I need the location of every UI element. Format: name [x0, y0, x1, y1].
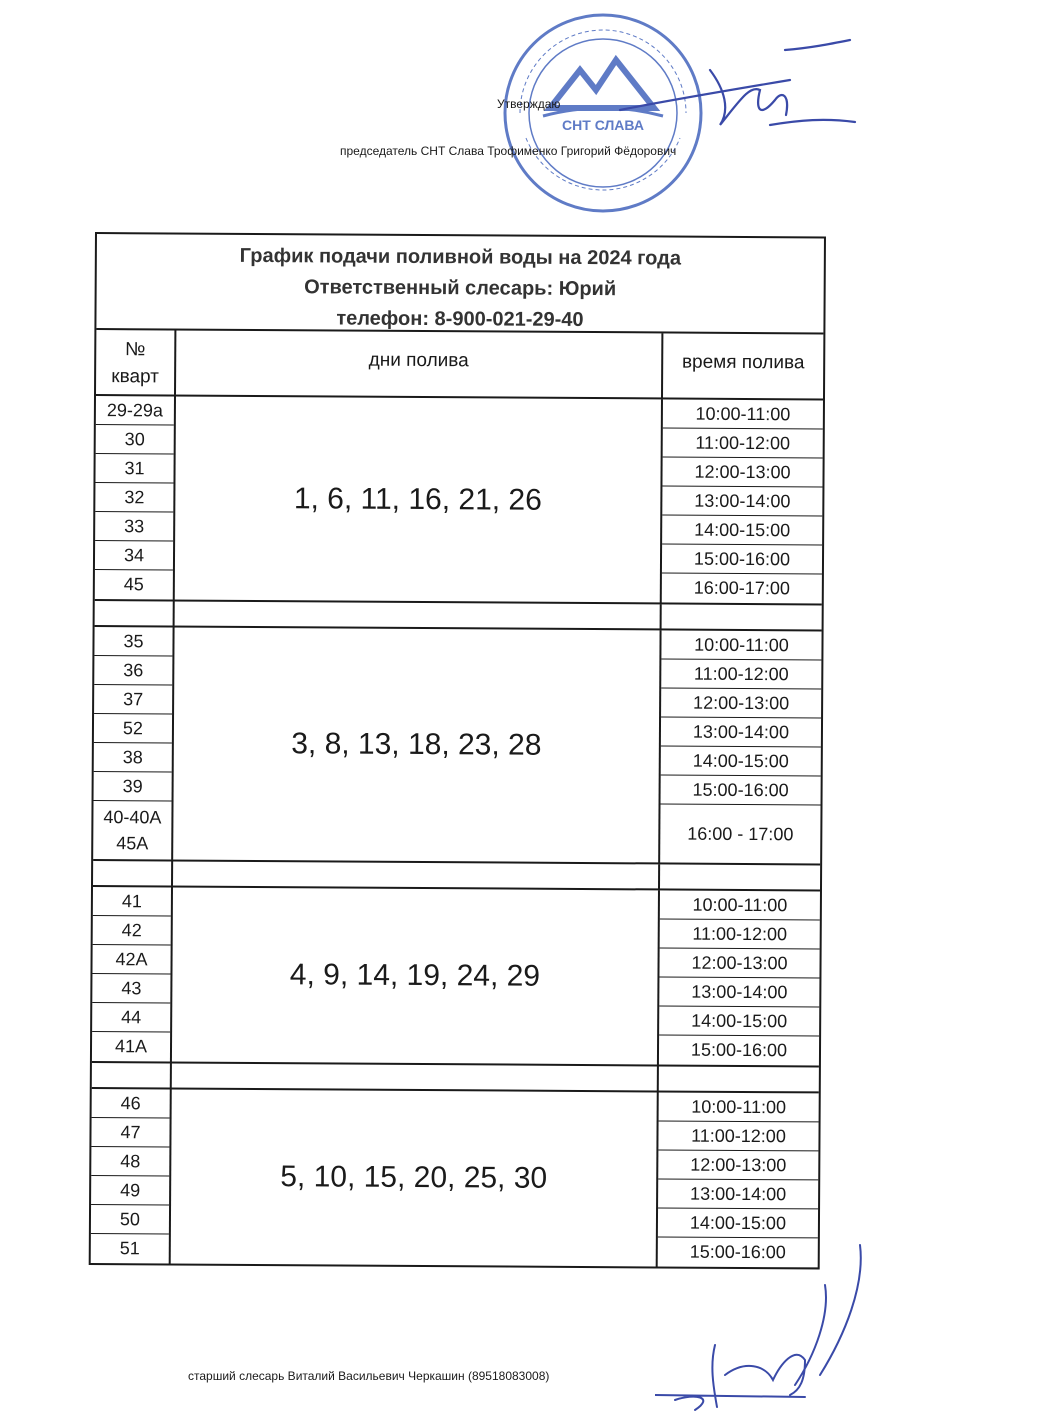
time-cell: 15:00-16:00: [689, 1241, 786, 1263]
chairman-line: председатель СНТ Слава Трофименко Григорий Фёдорович: [340, 144, 677, 158]
time-cell: 11:00-12:00: [663, 428, 823, 458]
table-header: [96, 234, 824, 334]
time-cell: 11:00-12:00: [661, 659, 821, 689]
time-cell: 11:00-12:00: [660, 919, 820, 949]
col-number-symbol: №: [125, 339, 146, 361]
quarter-cell: 38: [94, 743, 172, 772]
quarter-cell: 31: [95, 454, 173, 483]
time-cell: 14:00-15:00: [658, 1208, 818, 1238]
col-header-days: дни полива: [176, 330, 663, 397]
time-cell: 12:00-13:00: [659, 948, 819, 978]
quarter-cell: 51: [119, 1238, 140, 1259]
quarter-cell: 32: [95, 483, 173, 512]
schedule-table: [89, 232, 826, 1269]
quarter-cell: 47: [91, 1118, 169, 1147]
quarter-cell: 34: [95, 541, 173, 570]
time-cell: 10:00-11:00: [659, 1092, 819, 1122]
time-cell: 14:00-15:00: [662, 515, 822, 545]
quarter-cell: 49: [91, 1176, 169, 1205]
phone-line: телефон: 8-900-021-29-40: [336, 307, 584, 331]
time-cell: 13:00-14:00: [661, 717, 821, 747]
time-cell: 12:00-13:00: [662, 457, 822, 487]
col-header-time: время полива: [681, 351, 805, 374]
time-cell: 10:00-11:00: [661, 630, 821, 660]
empty-cell: [173, 861, 660, 888]
quarter-cell: 33: [95, 512, 173, 541]
responsible-name: Юрий: [558, 277, 617, 301]
senior-locksmith-signature: [655, 1225, 885, 1415]
time-cell: 12:00-13:00: [658, 1150, 818, 1180]
stamp-text: СНТ СЛАВА: [562, 117, 644, 133]
empty-cell: [95, 601, 175, 625]
quarter-cell: 41: [93, 887, 171, 916]
time-cell: 11:00-12:00: [658, 1121, 818, 1151]
quarter-cell: 35: [94, 627, 172, 656]
chairman-signature: [610, 30, 860, 150]
empty-cell: [659, 1066, 819, 1091]
quarter-cell: 36: [94, 656, 172, 685]
schedule-group: [92, 887, 820, 1067]
time-column: [659, 890, 820, 1065]
quarter-cell: 29-29а: [96, 396, 174, 425]
time-cell: 16:00 - 17:00: [687, 823, 794, 844]
quarter-cell: 30: [96, 425, 174, 454]
quarter-cell: 50: [91, 1205, 169, 1234]
time-cell: 13:00-14:00: [662, 486, 822, 516]
time-cell: 15:00-16:00: [690, 1039, 788, 1061]
responsible-line: [97, 271, 824, 306]
table-title: График подачи поливной воды на 2024 года: [239, 244, 682, 270]
col-number-label: кварт: [111, 366, 159, 388]
empty-cell: [172, 1063, 659, 1090]
approve-label: Утверждаю: [497, 97, 561, 111]
schedule-group: [95, 396, 823, 605]
quarter-cell: 52: [94, 714, 172, 743]
empty-cell: [660, 864, 820, 889]
time-cell: 10:00-11:00: [660, 890, 820, 920]
watering-days: 1, 6, 11, 16, 21, 26: [175, 396, 663, 602]
schedule-groups: [91, 396, 823, 1267]
time-cell: 15:00-16:00: [661, 775, 821, 805]
watering-days: 3, 8, 13, 18, 23, 28: [173, 627, 661, 862]
empty-cell: [662, 604, 822, 629]
quarter-cell: 42А: [92, 945, 170, 974]
empty-cell: [92, 1063, 172, 1087]
quarter-cell: 43: [92, 974, 170, 1003]
quarter-cell: 40-40А 45А: [103, 807, 162, 854]
quarter-column: [91, 1089, 172, 1263]
time-cell: 10:00-11:00: [663, 399, 823, 429]
quarter-cell: 37: [94, 685, 172, 714]
time-cell: 15:00-16:00: [662, 544, 822, 574]
watering-days: 4, 9, 14, 19, 24, 29: [172, 887, 660, 1064]
quarter-column: [92, 887, 173, 1061]
responsible-label: Ответственный слесарь:: [304, 276, 554, 300]
quarter-cell: 41А: [114, 1036, 148, 1057]
empty-cell: [175, 601, 662, 628]
time-cell: 12:00-13:00: [661, 688, 821, 718]
quarter-column: [93, 627, 174, 859]
time-cell: 14:00-15:00: [659, 1006, 819, 1036]
col-header-number: [96, 330, 176, 394]
column-headers: [96, 330, 823, 400]
footer-text: старший слесарь Виталий Васильевич Черкашин (89518083008): [188, 1369, 550, 1383]
time-column: [660, 630, 821, 863]
quarter-cell: 42: [93, 916, 171, 945]
time-cell: 14:00-15:00: [661, 746, 821, 776]
quarter-cell: 44: [92, 1003, 170, 1032]
quarter-cell: 45: [123, 574, 144, 595]
empty-cell: [93, 861, 173, 885]
quarter-cell: 46: [92, 1089, 170, 1118]
time-cell: 13:00-14:00: [659, 977, 819, 1007]
quarter-cell: 48: [91, 1147, 169, 1176]
time-cell: 13:00-14:00: [658, 1179, 818, 1209]
quarter-cell: 39: [94, 772, 172, 801]
schedule-group: [93, 627, 821, 865]
quarter-column: [95, 396, 176, 599]
time-column: [662, 399, 823, 603]
watering-days: 5, 10, 15, 20, 25, 30: [171, 1089, 659, 1266]
time-cell: 16:00-17:00: [693, 577, 790, 599]
